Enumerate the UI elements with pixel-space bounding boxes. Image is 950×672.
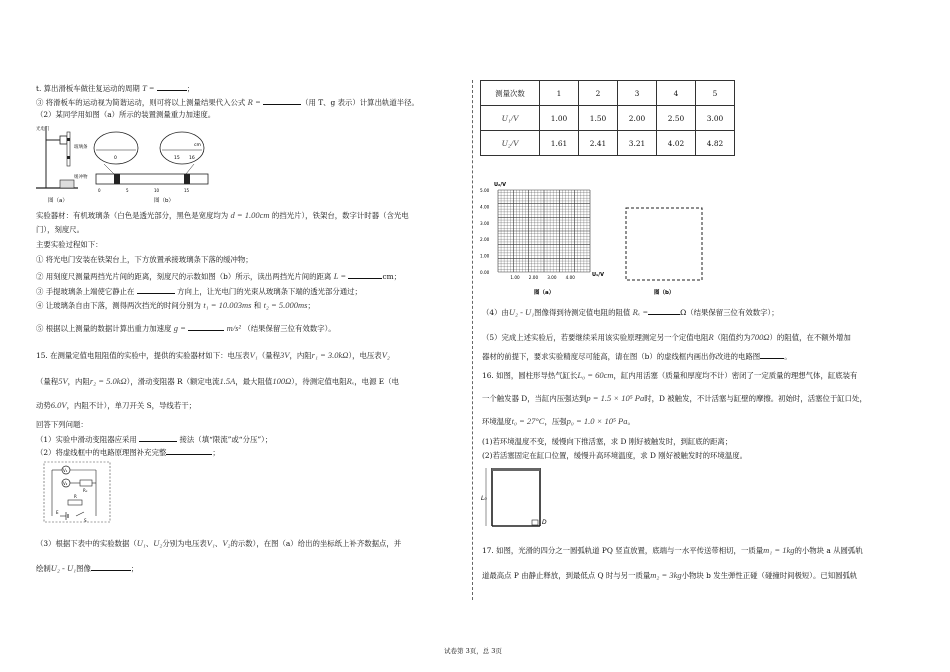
q15-sub5-line2: 器材的前提下，要求实验精度尽可能高，请在图（b）的虚线框内画出你改进的电路图 。 bbox=[482, 352, 792, 361]
answer-blank[interactable] bbox=[760, 350, 784, 359]
graph-x-tick: 3.00 bbox=[547, 275, 557, 280]
line-step1: ① 将光电门安装在铁架台上，下方放置承接玻璃条下落的缓冲物； bbox=[36, 255, 253, 264]
table-col: 3 bbox=[618, 81, 657, 106]
caption-graph-b: 图（b） bbox=[654, 290, 675, 296]
q17-line1: 17. 如图，光滑的四分之一圆弧轨道 PQ 竖直放置，底端与一水平传送带相切，一质量m₁ = 1kg的小物块 a 从圆弧轨 bbox=[482, 545, 863, 555]
q15-answer-intro: 回答下列问题： bbox=[36, 420, 88, 429]
line-step2: ② 用刻度尺测量两挡光片间的距离，刻度尺的示数如图（b）所示，读出两挡光片间的距离 L = cm； bbox=[36, 271, 402, 281]
graph-x-tick: 2.00 bbox=[528, 275, 539, 280]
q16-sub1: (1)若环境温度不变，缓慢向下推活塞，求 D 刚好被触发时，到缸底的距离； bbox=[482, 437, 733, 446]
ruler-tick-15: 15 bbox=[174, 156, 180, 161]
line-equipment-2: 门），刻度尺。 bbox=[36, 225, 85, 234]
table-cell: 1.00 bbox=[540, 106, 579, 131]
caption-fig-b: 图（b） bbox=[154, 198, 174, 204]
table-header-cell: 测量次数 bbox=[481, 81, 540, 106]
q16-sub2: (2)若活塞固定在缸口位置，缓慢升高环境温度，求 D 刚好被触发时的环境温度。 bbox=[482, 451, 747, 460]
ruler bbox=[96, 174, 208, 184]
column-divider bbox=[472, 80, 473, 600]
table-cell: 4.02 bbox=[657, 131, 696, 156]
table-header-row bbox=[481, 81, 735, 106]
q15-sub3-line2: 绘制U₂ - U₁图像 ； bbox=[36, 563, 139, 573]
graph-ylabel: U₂/V bbox=[494, 182, 506, 188]
cushion bbox=[60, 180, 74, 188]
table-col: 2 bbox=[579, 81, 618, 106]
switch bbox=[76, 512, 84, 516]
shading-piece bbox=[67, 156, 70, 159]
graph-y-tick: 3.00 bbox=[480, 220, 490, 226]
q17-line2: 道最高点 P 由静止释放，到最低点 Q 时与另一质量m₂ = 3kg小物块 b 发生弹性正碰（碰撞时间极短）。已知圆弧轨 bbox=[482, 570, 858, 580]
label-photogate: 光电门 bbox=[36, 127, 50, 132]
line-formula: ③ 将滑板车的运动视为简谐运动，则可将以上测量结果代入公式 R = （用 T、g 表示）计算出轨道半径。 bbox=[36, 97, 419, 107]
label-cushion: 缓冲物 bbox=[74, 175, 88, 180]
ruler-tick-0: 0 bbox=[98, 188, 101, 193]
svg-text:Rₓ: Rₓ bbox=[83, 488, 88, 493]
answer-blank[interactable] bbox=[91, 562, 131, 571]
graph-x-tick: 1.00 bbox=[510, 275, 520, 280]
answer-blank[interactable] bbox=[648, 306, 680, 315]
caption-graph-a: 图（a） bbox=[534, 290, 555, 296]
ruler-tick-15: 15 bbox=[184, 188, 190, 193]
answer-blank[interactable] bbox=[166, 446, 212, 455]
table-row bbox=[481, 106, 735, 131]
trigger-d bbox=[532, 520, 538, 525]
resistor-rx bbox=[80, 480, 92, 486]
q16-line2: 一个触发器 D，当缸内压强达到p = 1.5 × 10⁵ Pa时，D 被触发，不计活塞与缸壁的摩擦。初始时，活塞位于缸口处， bbox=[482, 393, 867, 403]
svg-text:R: R bbox=[74, 494, 77, 499]
data-table bbox=[480, 80, 735, 156]
piston bbox=[492, 468, 540, 471]
graph-figure bbox=[478, 178, 718, 302]
svg-text:V₂: V₂ bbox=[63, 481, 68, 486]
table-col: 4 bbox=[657, 81, 696, 106]
circuit-diagram bbox=[40, 460, 116, 526]
svg-text:E: E bbox=[56, 510, 59, 515]
graph-y-tick: 2.00 bbox=[480, 237, 490, 243]
dashed-frame bbox=[44, 462, 110, 522]
ruler-tick-16: 16 bbox=[189, 156, 195, 161]
graph-y-tick: 5.00 bbox=[480, 188, 490, 193]
table-cell: 2.50 bbox=[657, 106, 696, 131]
label-l0: L₀ bbox=[481, 495, 487, 502]
q15-sub4: （4）由U₂ - U₁图像得到待测定值电阻的阻值 Rₓ = Ω（结果保留三位有效数字）； bbox=[482, 307, 779, 317]
line-process: 主要实验过程如下： bbox=[36, 240, 103, 249]
answer-blank[interactable] bbox=[188, 322, 224, 331]
answer-blank[interactable] bbox=[263, 96, 301, 105]
answer-blank[interactable] bbox=[139, 433, 177, 442]
table-cell: 3.00 bbox=[696, 106, 735, 131]
q15-line2: （量程5V，内阻r₂ = 5.0kΩ），滑动变阻器 R（额定电流1.5A，最大阻值100Ω），待测定值电阻Rₓ，电源 E（电 bbox=[36, 376, 399, 386]
ruler-tick-5: 5 bbox=[126, 188, 129, 193]
glass-strip bbox=[67, 132, 70, 166]
graph-paper-grid bbox=[498, 190, 590, 272]
svg-text:V₁: V₁ bbox=[63, 468, 68, 473]
table-row-label: U₁/V bbox=[481, 106, 540, 131]
cylinder-figure bbox=[480, 464, 560, 532]
table-row bbox=[481, 131, 735, 156]
ruler-tick-10: 10 bbox=[154, 188, 160, 193]
table-col: 5 bbox=[696, 81, 735, 106]
figure-apparatus bbox=[34, 122, 214, 206]
table-cell: 1.50 bbox=[579, 106, 618, 131]
page-footer: 试卷第 3页，总 3页 bbox=[444, 647, 502, 655]
caption-fig-a: 图（a） bbox=[48, 198, 68, 204]
graph-y-tick: 1.00 bbox=[480, 253, 490, 259]
line-step4: ④ 让玻璃条自由下落，测得两次挡光的时间分别为 t₁ = 10.003ms 和 t₂ = 5.000ms； bbox=[36, 300, 315, 310]
line-step5: ⑤ 根据以上测量的数据计算出重力加速度 g = m/s² （结果保留三位有效数字）。 bbox=[36, 323, 336, 333]
svg-text:S: S bbox=[84, 518, 87, 523]
rheostat-r bbox=[68, 500, 82, 505]
line-step3: ③ 手提玻璃条上端使它静止在 方向上，让光电门的光束从玻璃条下端的透光部分通过； bbox=[36, 287, 362, 296]
table-cell: 1.61 bbox=[540, 131, 579, 156]
line-equipment: 实验器材：有机玻璃条（白色是透光部分，黑色是宽度均为 d = 1.00cm 的挡光片），铁架台，数字计时器（含光电 bbox=[36, 210, 409, 220]
answer-blank[interactable] bbox=[348, 270, 382, 279]
graph-y-tick: 4.00 bbox=[480, 204, 490, 210]
label-glass: 玻璃条 bbox=[74, 145, 88, 150]
graph-x-tick: 4.00 bbox=[565, 275, 575, 280]
line-period: t. 算出滑板车做往复运动的周期 T = ； bbox=[36, 83, 195, 93]
answer-blank[interactable] bbox=[157, 82, 187, 91]
strip-block bbox=[184, 174, 190, 184]
magnifier-right bbox=[160, 132, 204, 164]
line-part2: （2）某同学用如图（a）所示的装置测量重力加速度。 bbox=[36, 110, 216, 119]
table-cell: 3.21 bbox=[618, 131, 657, 156]
q15-line1: 15. 在测量定值电阻阻值的实验中，提供的实验器材如下：电压表V₁（量程3V，内阻r₁ = 3.0kΩ），电压表V₂ bbox=[36, 350, 390, 360]
table-col: 1 bbox=[540, 81, 579, 106]
q16-line3: 环境温度t₀ = 27°C，压强p₀ = 1.0 × 10⁵ Pa。 bbox=[482, 416, 635, 426]
q15-line3: 动势6.0V，内阻不计），单刀开关 S，导线若干； bbox=[36, 400, 196, 410]
graph-y-tick: 0.00 bbox=[480, 270, 490, 275]
shading-piece bbox=[67, 138, 70, 141]
table-cell: 2.41 bbox=[579, 131, 618, 156]
answer-blank[interactable] bbox=[137, 285, 175, 294]
q16-line1: 16. 如图，圆柱形导热气缸长L₀ = 60cm，缸内用活塞（质量和厚度均不计）密闭了一定质量的理想气体，缸底装有 bbox=[482, 370, 858, 380]
q15-sub3: （3）根据下表中的实验数据（U₁、U₂分别为电压表V₁、V₂的示数），在图（a）给出的坐标纸上补齐数据点，并 bbox=[36, 538, 402, 548]
q15-sub1: （1）实验中滑动变阻器应采用 接法（填“限流”或“分压”）； bbox=[36, 435, 273, 444]
label-d: D bbox=[542, 519, 547, 526]
photogate bbox=[60, 136, 67, 144]
dashed-drawing-box[interactable] bbox=[626, 208, 702, 280]
ruler-unit: cm bbox=[194, 143, 201, 148]
q15-sub5: （5）完成上述实验后，若要继续采用该实验原理测定另一个定值电阻R（阻值约为700Ω）的阻值，在不额外增加 bbox=[482, 332, 851, 342]
q15-sub2: （2）将虚线框中的电路原理图补充完整 ； bbox=[36, 448, 220, 457]
table-cell: 4.82 bbox=[696, 131, 735, 156]
strip-block bbox=[114, 174, 120, 184]
ruler-tick-0: 0 bbox=[114, 156, 117, 161]
table-row-label: U₂/V bbox=[481, 131, 540, 156]
graph-xlabel: U₁/V bbox=[592, 272, 604, 278]
table-cell: 2.00 bbox=[618, 106, 657, 131]
